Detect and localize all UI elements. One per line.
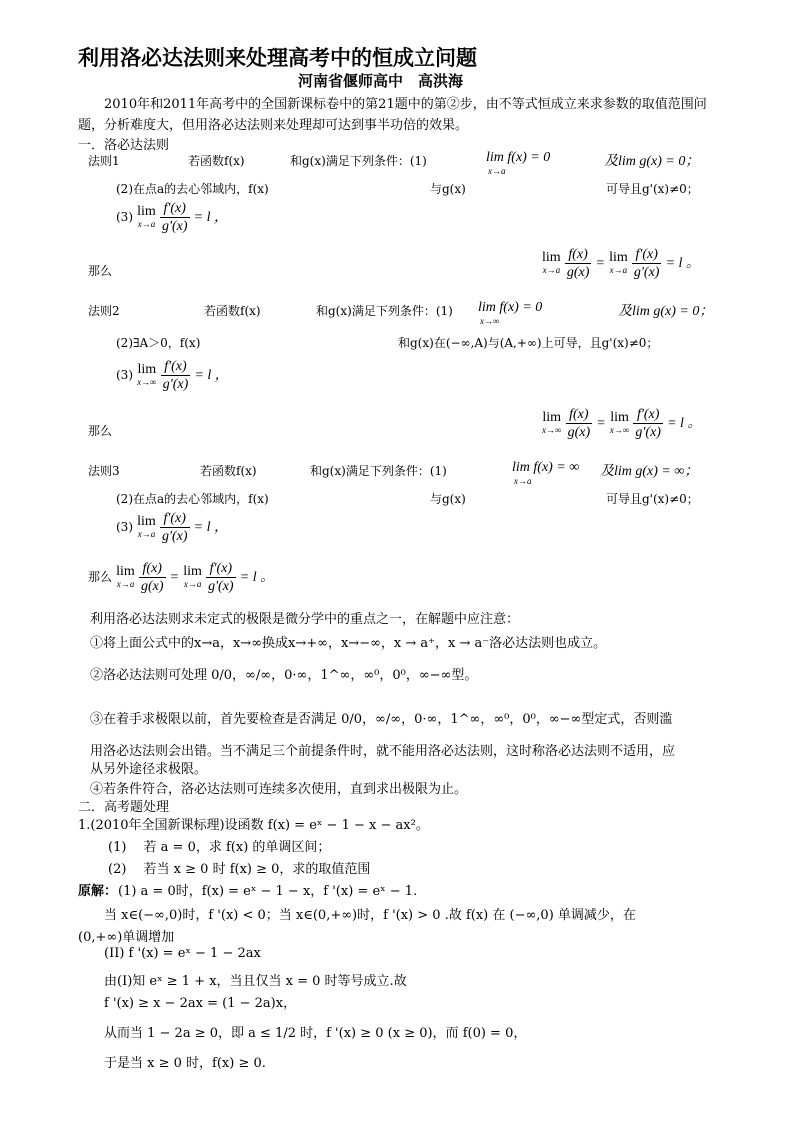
note-4: ④若条件符合，洛必达法则可连续多次使用，直到求出极限为止。 bbox=[90, 782, 468, 797]
section-1-heading: 一．洛必达法则 bbox=[78, 138, 170, 153]
note-3c: 从另外途径求极限。 bbox=[90, 762, 208, 777]
rule3-c2c: 可导且g'(x)≠0； bbox=[606, 492, 699, 506]
rule1-c2b: 与g(x) bbox=[430, 182, 466, 196]
fraction: $\frac{f(x)}{g(x)}$ bbox=[567, 407, 591, 440]
lim-operator: lim x→a bbox=[183, 563, 202, 589]
fraction: $\frac{f'(x)}{g'(x)}$ bbox=[633, 247, 660, 280]
solution-label: 原解： bbox=[78, 884, 118, 899]
page-title: 利用洛必达法则来处理高考中的恒成立问题 bbox=[78, 45, 477, 70]
lim-operator: lim x→a bbox=[542, 249, 561, 275]
rule3-cond-b: 和g(x)满足下列条件：(1) bbox=[310, 464, 447, 478]
fraction: $\frac{f(x)}{g(x)}$ bbox=[140, 561, 164, 594]
rule2-lim-sub: x→∞ bbox=[480, 316, 500, 326]
rule3-name: 法则3 bbox=[88, 464, 120, 478]
rule3-lim-f: lim f(x) = ∞ bbox=[512, 460, 580, 475]
rule1-c2c: 可导且g'(x)≠0； bbox=[606, 182, 699, 196]
section-2-heading: 二．高考题处理 bbox=[78, 800, 170, 815]
solution-line-5: 由(I)知 eˣ ≥ 1 + x，当且仅当 x = 0 时等号成立.故 bbox=[104, 974, 407, 989]
lim-operator: lim x→∞ bbox=[609, 409, 630, 435]
rule3-lim-g: 及lim g(x) = ∞； bbox=[600, 464, 699, 479]
problem-q2: (2) 若当 x ≥ 0 时 f(x) ≥ 0，求的取值范围 bbox=[108, 862, 371, 877]
rule3-cond-a: 若函数f(x) bbox=[200, 464, 257, 478]
solution-line-4: (II) f '(x) = eˣ − 1 − 2ax bbox=[104, 946, 261, 961]
note-3a: ③在着手求极限以前，首先要检查是否满足 0/0，∞/∞，0·∞，1^∞，∞⁰，0⁰，∞−∞型定式，否则滥 bbox=[90, 712, 673, 727]
rule2-cond-a: 若函数f(x) bbox=[204, 304, 261, 318]
fraction: $\frac{f'(x)}{g'(x)}$ bbox=[635, 407, 661, 440]
fraction: $\frac{f'(x)}{g'(x)}$ bbox=[208, 561, 234, 594]
problem-q1: (1) 若 a = 0，求 f(x) 的单调区间； bbox=[108, 840, 331, 855]
solution-line-2: 当 x∈(−∞,0)时，f '(x) < 0；当 x∈(0,+∞)时，f '(x) > 0 .故 f(x) 在 (−∞,0) 单调减少，在 bbox=[104, 908, 636, 923]
lim-operator: lim x→a bbox=[137, 513, 156, 539]
rule3-c3: (3) lim x→a $\frac{f'(x)}{g'(x)}$ = l ， bbox=[116, 511, 228, 544]
rule3-lim-sub: x→a bbox=[514, 476, 532, 486]
rule2-then: 那么 bbox=[88, 424, 113, 438]
solution-line-6: f '(x) ≥ x − 2ax = (1 − 2a)x， bbox=[104, 996, 297, 1011]
rule3-c2b: 与g(x) bbox=[430, 492, 466, 506]
fraction: $\frac{f'(x)}{g'(x)}$ bbox=[162, 359, 189, 392]
author: 河南省偃师高中 高洪海 bbox=[298, 72, 464, 90]
note-2: ②洛必达法则可处理 0/0，∞/∞，0·∞，1^∞，∞⁰，0⁰，∞−∞型。 bbox=[90, 668, 478, 683]
rule1-lim-g: 及lim g(x) = 0； bbox=[604, 154, 700, 169]
rule2-cond-b: 和g(x)满足下列条件：(1) bbox=[316, 304, 453, 318]
rule1-name: 法则1 bbox=[88, 154, 120, 168]
note-1: ①将上面公式中的x→a，x→∞换成x→+∞，x→−∞，x → a⁺，x → a⁻洛必达法则也成立。 bbox=[90, 636, 607, 651]
rule2-c2b: 和g(x)在(−∞,A)与(A,+∞)上可导，且g'(x)≠0； bbox=[398, 336, 659, 350]
solution-line-8: 于是当 x ≥ 0 时，f(x) ≥ 0. bbox=[104, 1056, 266, 1071]
rule3-c2a: (2)在点a的去心邻域内，f(x) bbox=[116, 492, 269, 506]
solution-line-7: 从而当 1 − 2a ≥ 0，即 a ≤ 1/2 时，f '(x) ≥ 0 (x ≥ 0)，而 f(0) = 0， bbox=[104, 1026, 527, 1041]
note-3b: 用洛必达法则会出错。当不满足三个前提条件时，就不能用洛必达法则，这时称洛必达法则不适用，应 bbox=[90, 744, 676, 759]
rule1-c2a: (2)在点a的去心邻域内，f(x) bbox=[116, 182, 269, 196]
solution-line-3: (0,+∞)单调增加 bbox=[78, 930, 175, 945]
rule1-cond-a: 若函数f(x) bbox=[188, 154, 245, 168]
lim-operator: lim x→a bbox=[609, 249, 628, 275]
rule1-lim-sub: x→a bbox=[488, 166, 506, 176]
fraction: $\frac{f'(x)}{g'(x)}$ bbox=[161, 201, 188, 234]
notes-lead: 利用洛必达法则求未定式的极限是微分学中的重点之一，在解题中应注意： bbox=[90, 612, 520, 627]
lim-operator: lim x→∞ bbox=[137, 361, 157, 387]
problem-stem: 1.(2010年全国新课标理)设函数 f(x) = eˣ − 1 − x − ax²。 bbox=[78, 818, 429, 833]
rule1-c3: (3) lim x→a $\frac{f'(x)}{g'(x)}$ = l ， bbox=[116, 201, 228, 234]
lim-operator: lim x→a bbox=[137, 203, 156, 229]
rule2-lim-g: 及lim g(x) = 0； bbox=[618, 304, 714, 319]
rule1-then: 那么 bbox=[88, 264, 113, 278]
fraction: $\frac{f(x)}{g(x)}$ bbox=[566, 247, 590, 280]
solution-line-1: (1) a = 0时，f(x) = eˣ − 1 − x，f '(x) = eˣ − 1. bbox=[118, 884, 418, 899]
rule2-name: 法则2 bbox=[88, 304, 120, 318]
fraction: $\frac{f'(x)}{g'(x)}$ bbox=[161, 511, 188, 544]
rule3-conclusion: 那么 lim x→a $\frac{f(x)}{g(x)}$ = lim x→a $\frac{f'(x)}{g'(x)}$ = l 。 bbox=[88, 561, 275, 594]
lim-operator: lim x→∞ bbox=[542, 409, 562, 435]
intro-paragraph: 2010年和2011年高考中的全国新课标卷中的第21题中的第②步，由不等式恒成立来求参数的取值范围问题，分析难度大，但用洛必达法则来处理却可达到事半功倍的效果。 bbox=[78, 97, 707, 133]
rule2-c3: (3) lim x→∞ $\frac{f'(x)}{g'(x)}$ = l ， bbox=[116, 359, 229, 392]
lim-operator: lim x→a bbox=[116, 563, 135, 589]
rule1-conclusion: lim x→a $\frac{f(x)}{g(x)}$ = lim x→a $\frac{f'(x)}{g'(x)}$ = l 。 bbox=[542, 247, 700, 280]
rule1-lim-f: lim f(x) = 0 bbox=[486, 150, 551, 165]
rule2-c2a: (2)∃A＞0，f(x) bbox=[116, 336, 201, 350]
rule2-conclusion: lim x→∞ $\frac{f(x)}{g(x)}$ = lim x→∞ $\frac{f'(x)}{g'(x)}$ = l 。 bbox=[542, 407, 702, 440]
rule1-cond-b: 和g(x)满足下列条件：(1) bbox=[290, 154, 427, 168]
rule2-lim-f: lim f(x) = 0 bbox=[478, 300, 543, 315]
